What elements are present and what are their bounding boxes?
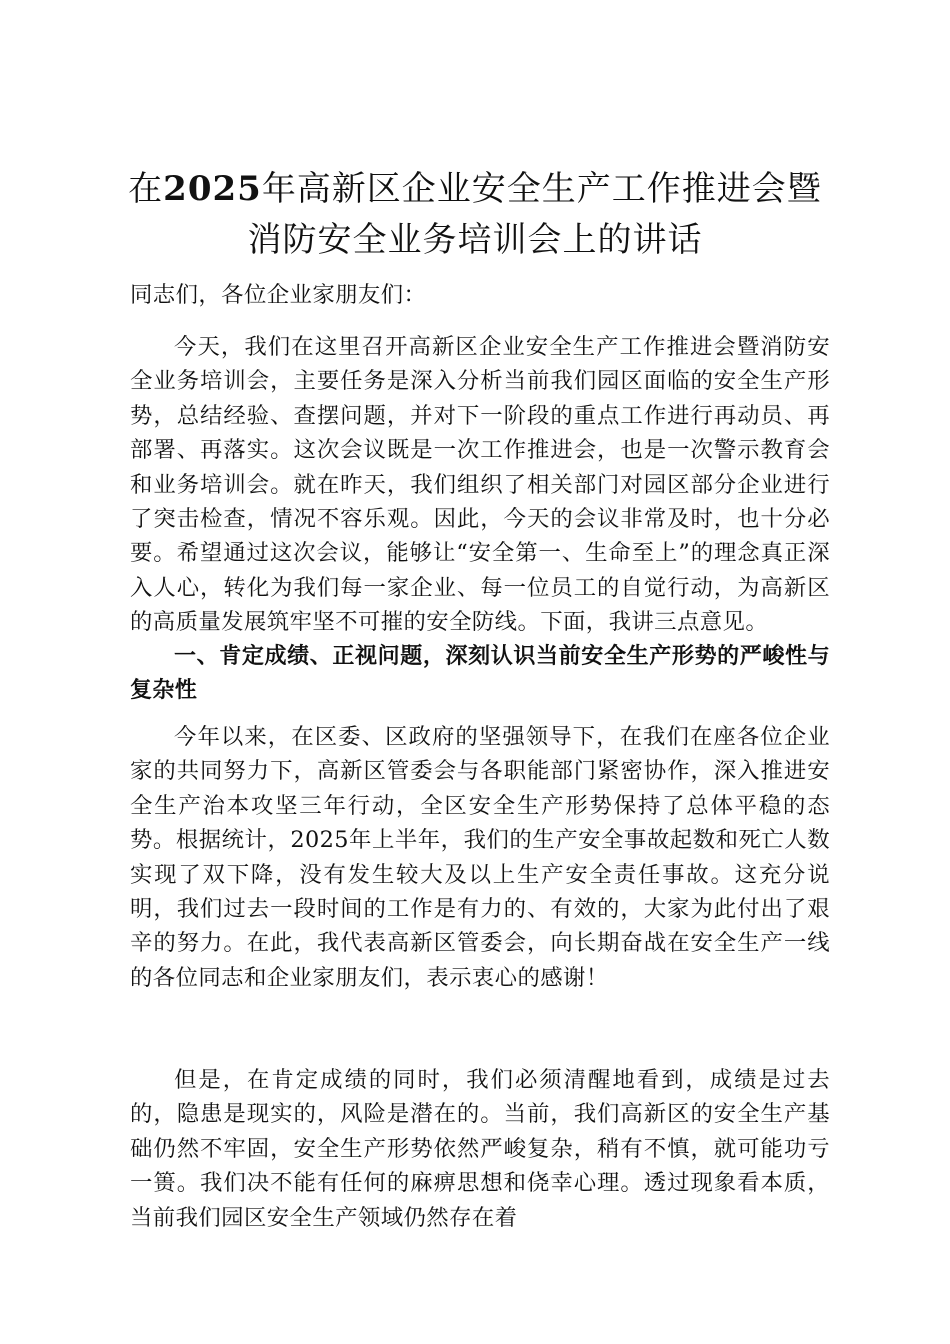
section-heading-1: 一、肯定成绩、正视问题，深刻认识当前安全生产形势的严峻性与复杂性	[130, 644, 830, 704]
paragraph-intro: 今天，我们在这里召开高新区企业安全生产工作推进会暨消防安全业务培训会，主要任务是深入分析当前我们园区面临的安全生产形势，总结经验、查摆问题，并对下一阶段的重点工作进行再动员、再部署、再落实。这次会议既是一次工作推进会，也是一次警示教育会和业务培训会。就在昨天，我们组织了相关部门对园区部分企业进行了突击检查，情况不容乐观。因此，今天的会议非常及时，也十分必要。希望通过这次会议，能够让“安全第一、生命至上”的理念真正深入人心，转化为我们每一家企业、每一位员工的自觉行动，为高新区的高质量发展筑牢坚不可摧的安全防线。下面，我讲三点意见。	[130, 334, 830, 636]
salutation: 同志们，各位企业家朋友们：	[130, 282, 427, 308]
title-suffix: 年高新区企业安全生产工作推进会暨	[261, 169, 822, 209]
title-prefix: 在	[128, 169, 164, 209]
document-title-line-1	[120, 164, 830, 214]
document-title-line-2: 消防安全业务培训会上的讲话	[247, 220, 703, 260]
title-year: 2025	[163, 169, 262, 209]
paragraph-problems: 但是，在肯定成绩的同时，我们必须清醒地看到，成绩是过去的，隐患是现实的，风险是潜在的。当前，我们高新区的安全生产基础仍然不牢固，安全生产形势依然严峻复杂，稍有不慎，就可能功亏一篑。我们决不能有任何的麻痹思想和侥幸心理。透过现象看本质，当前我们园区安全生产领域仍然存在着	[130, 1067, 830, 1231]
paragraph-achievements: 今年以来，在区委、区政府的坚强领导下，在我们在座各位企业家的共同努力下，高新区管委会与各职能部门紧密协作，深入推进安全生产治本攻坚三年行动，全区安全生产形势保持了总体平稳的态势。根据统计，2025年上半年，我们的生产安全事故起数和死亡人数实现了双下降，没有发生较大及以上生产安全责任事故。这充分说明，我们过去一段时间的工作是有力的、有效的，大家为此付出了艰辛的努力。在此，我代表高新区管委会，向长期奋战在安全生产一线的各位同志和企业家朋友们，表示衷心的感谢！	[130, 724, 830, 991]
